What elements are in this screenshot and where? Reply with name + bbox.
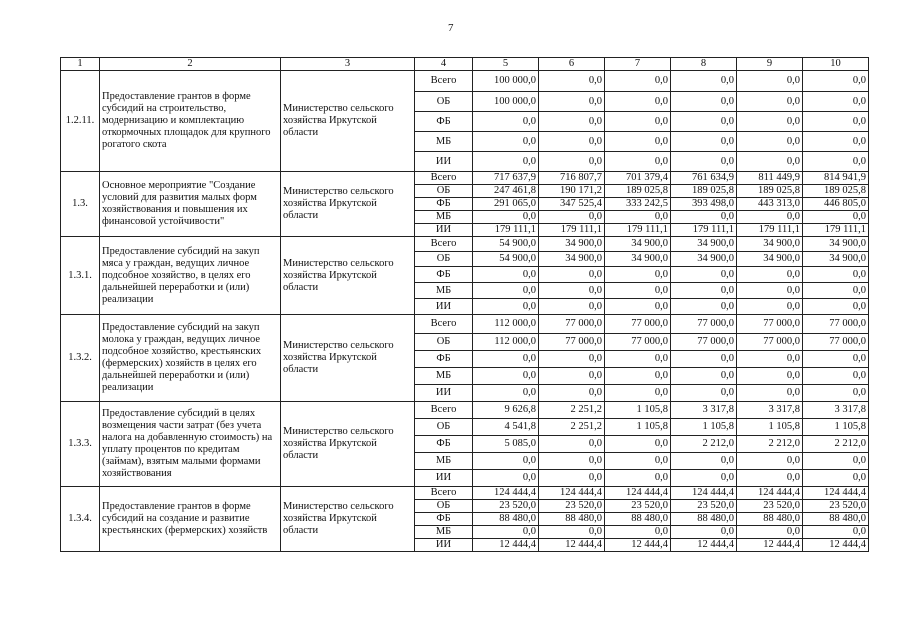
funding-source: ИИ (415, 152, 473, 172)
amount-cell: 189 025,8 (737, 185, 803, 198)
amount-cell: 0,0 (473, 470, 539, 487)
funding-source: МБ (415, 283, 473, 299)
row-description: Основное мероприятие "Создание условий для развития малых форм хозяйствования и повышения их финансовой устойчивости" (100, 172, 281, 237)
amount-cell: 189 025,8 (605, 185, 671, 198)
funding-source: МБ (415, 453, 473, 470)
amount-cell: 814 941,9 (803, 172, 869, 185)
amount-cell: 0,0 (605, 132, 671, 152)
amount-cell: 34 900,0 (803, 252, 869, 267)
amount-cell: 34 900,0 (605, 252, 671, 267)
amount-cell: 23 520,0 (605, 500, 671, 513)
row-description: Предоставление субсидий в целях возмещения части затрат (без учета налога на добавленную стоимость) на уплату процентов по кредитам (займам), взятым малыми формами хозяйствования (100, 402, 281, 487)
funding-source: ФБ (415, 513, 473, 526)
row-description: Предоставление субсидий на закуп мяса у граждан, ведущих личное подсобное хозяйство, в целях его дальнейшей переработки и (или) реализации (100, 237, 281, 315)
amount-cell: 0,0 (605, 267, 671, 283)
amount-cell: 12 444,4 (737, 539, 803, 552)
amount-cell: 124 444,4 (473, 487, 539, 500)
amount-cell: 0,0 (737, 453, 803, 470)
amount-cell: 0,0 (803, 283, 869, 299)
amount-cell: 9 626,8 (473, 402, 539, 419)
amount-cell: 0,0 (803, 299, 869, 315)
funding-source: ФБ (415, 198, 473, 211)
amount-cell: 34 900,0 (605, 237, 671, 252)
table-row (61, 71, 869, 92)
amount-cell: 179 111,1 (605, 224, 671, 237)
amount-cell: 2 212,0 (737, 436, 803, 453)
amount-cell: 0,0 (473, 283, 539, 299)
amount-cell: 0,0 (737, 92, 803, 112)
funding-source: ИИ (415, 385, 473, 402)
amount-cell: 0,0 (671, 71, 737, 92)
amount-cell: 333 242,5 (605, 198, 671, 211)
row-ministry: Министерство сельского хозяйства Иркутской области (281, 315, 415, 402)
amount-cell: 0,0 (671, 453, 737, 470)
amount-cell: 443 313,0 (737, 198, 803, 211)
amount-cell: 179 111,1 (671, 224, 737, 237)
amount-cell: 0,0 (737, 132, 803, 152)
amount-cell: 0,0 (671, 132, 737, 152)
funding-source: ИИ (415, 539, 473, 552)
amount-cell: 1 105,8 (605, 402, 671, 419)
table-row (61, 315, 869, 334)
amount-cell: 0,0 (539, 470, 605, 487)
table-row (61, 487, 869, 500)
funding-source: ФБ (415, 351, 473, 368)
amount-cell: 77 000,0 (539, 334, 605, 351)
amount-cell: 0,0 (539, 71, 605, 92)
row-code: 1.3.1. (61, 237, 100, 315)
amount-cell: 0,0 (473, 152, 539, 172)
amount-cell: 100 000,0 (473, 92, 539, 112)
amount-cell: 0,0 (803, 453, 869, 470)
amount-cell: 190 171,2 (539, 185, 605, 198)
amount-cell: 0,0 (539, 453, 605, 470)
row-description: Предоставление грантов в форме субсидий на строительство, модернизацию и комплектацию откормочных площадок для крупного рогатого скота (100, 71, 281, 172)
amount-cell: 0,0 (671, 283, 737, 299)
amount-cell: 34 900,0 (539, 252, 605, 267)
amount-cell: 0,0 (737, 112, 803, 132)
funding-source: ФБ (415, 112, 473, 132)
amount-cell: 34 900,0 (737, 252, 803, 267)
amount-cell: 0,0 (605, 92, 671, 112)
amount-cell: 0,0 (803, 152, 869, 172)
header-cell: 8 (671, 58, 737, 71)
amount-cell: 23 520,0 (671, 500, 737, 513)
amount-cell: 0,0 (539, 385, 605, 402)
row-ministry: Министерство сельского хозяйства Иркутской области (281, 402, 415, 487)
amount-cell: 100 000,0 (473, 71, 539, 92)
amount-cell: 0,0 (803, 351, 869, 368)
header-cell: 10 (803, 58, 869, 71)
amount-cell: 0,0 (473, 132, 539, 152)
amount-cell: 701 379,4 (605, 172, 671, 185)
funding-source: МБ (415, 526, 473, 539)
funding-source: Всего (415, 237, 473, 252)
amount-cell: 88 480,0 (539, 513, 605, 526)
amount-cell: 23 520,0 (803, 500, 869, 513)
amount-cell: 0,0 (605, 470, 671, 487)
header-cell: 3 (281, 58, 415, 71)
row-code: 1.3.4. (61, 487, 100, 552)
amount-cell: 0,0 (803, 92, 869, 112)
amount-cell: 0,0 (671, 152, 737, 172)
funding-source: ИИ (415, 299, 473, 315)
amount-cell: 34 900,0 (671, 237, 737, 252)
amount-cell: 0,0 (473, 351, 539, 368)
amount-cell: 77 000,0 (605, 315, 671, 334)
funding-source: ФБ (415, 436, 473, 453)
amount-cell: 77 000,0 (605, 334, 671, 351)
amount-cell: 23 520,0 (539, 500, 605, 513)
amount-cell: 0,0 (605, 283, 671, 299)
amount-cell: 0,0 (803, 112, 869, 132)
amount-cell: 0,0 (671, 470, 737, 487)
header-cell: 2 (100, 58, 281, 71)
amount-cell: 0,0 (803, 211, 869, 224)
funding-source: МБ (415, 368, 473, 385)
amount-cell: 179 111,1 (737, 224, 803, 237)
amount-cell: 0,0 (737, 470, 803, 487)
amount-cell: 0,0 (605, 436, 671, 453)
amount-cell: 2 212,0 (671, 436, 737, 453)
funding-source: ФБ (415, 267, 473, 283)
amount-cell: 446 805,0 (803, 198, 869, 211)
row-code: 1.3. (61, 172, 100, 237)
header-cell: 9 (737, 58, 803, 71)
amount-cell: 0,0 (539, 112, 605, 132)
amount-cell: 12 444,4 (539, 539, 605, 552)
amount-cell: 0,0 (737, 152, 803, 172)
amount-cell: 0,0 (539, 152, 605, 172)
amount-cell: 0,0 (671, 112, 737, 132)
amount-cell: 811 449,9 (737, 172, 803, 185)
amount-cell: 0,0 (803, 470, 869, 487)
amount-cell: 0,0 (737, 283, 803, 299)
amount-cell: 291 065,0 (473, 198, 539, 211)
amount-cell: 0,0 (737, 351, 803, 368)
row-ministry: Министерство сельского хозяйства Иркутской области (281, 172, 415, 237)
amount-cell: 0,0 (605, 385, 671, 402)
amount-cell: 77 000,0 (737, 334, 803, 351)
funding-source: ОБ (415, 185, 473, 198)
funding-source: МБ (415, 132, 473, 152)
amount-cell: 0,0 (737, 267, 803, 283)
row-description: Предоставление грантов в форме субсидий на создание и развитие крестьянских (фермерских) хозяйств (100, 487, 281, 552)
row-code: 1.3.2. (61, 315, 100, 402)
amount-cell: 0,0 (473, 368, 539, 385)
amount-cell: 34 900,0 (803, 237, 869, 252)
amount-cell: 0,0 (671, 351, 737, 368)
funding-source: ОБ (415, 500, 473, 513)
table-row (61, 237, 869, 252)
amount-cell: 0,0 (473, 267, 539, 283)
amount-cell: 54 900,0 (473, 252, 539, 267)
amount-cell: 0,0 (539, 132, 605, 152)
amount-cell: 0,0 (605, 211, 671, 224)
amount-cell: 0,0 (737, 211, 803, 224)
amount-cell: 0,0 (539, 368, 605, 385)
funding-source: ОБ (415, 252, 473, 267)
amount-cell: 124 444,4 (539, 487, 605, 500)
amount-cell: 88 480,0 (803, 513, 869, 526)
amount-cell: 0,0 (473, 112, 539, 132)
amount-cell: 77 000,0 (737, 315, 803, 334)
amount-cell: 189 025,8 (671, 185, 737, 198)
amount-cell: 34 900,0 (737, 237, 803, 252)
amount-cell: 0,0 (803, 132, 869, 152)
amount-cell: 124 444,4 (803, 487, 869, 500)
amount-cell: 1 105,8 (803, 419, 869, 436)
amount-cell: 0,0 (473, 526, 539, 539)
funding-source: ОБ (415, 419, 473, 436)
amount-cell: 0,0 (539, 267, 605, 283)
amount-cell: 3 317,8 (671, 402, 737, 419)
amount-cell: 179 111,1 (539, 224, 605, 237)
amount-cell: 0,0 (473, 385, 539, 402)
budget-table (60, 57, 869, 552)
amount-cell: 88 480,0 (671, 513, 737, 526)
amount-cell: 0,0 (539, 351, 605, 368)
amount-cell: 0,0 (473, 211, 539, 224)
funding-source: ИИ (415, 470, 473, 487)
amount-cell: 0,0 (539, 526, 605, 539)
header-row (61, 58, 869, 71)
amount-cell: 0,0 (803, 267, 869, 283)
funding-source: МБ (415, 211, 473, 224)
amount-cell: 0,0 (737, 71, 803, 92)
amount-cell: 189 025,8 (803, 185, 869, 198)
row-code: 1.3.3. (61, 402, 100, 487)
row-ministry: Министерство сельского хозяйства Иркутской области (281, 71, 415, 172)
amount-cell: 2 251,2 (539, 402, 605, 419)
amount-cell: 0,0 (539, 436, 605, 453)
funding-source: Всего (415, 172, 473, 185)
amount-cell: 393 498,0 (671, 198, 737, 211)
amount-cell: 4 541,8 (473, 419, 539, 436)
amount-cell: 112 000,0 (473, 315, 539, 334)
amount-cell: 0,0 (671, 211, 737, 224)
amount-cell: 247 461,8 (473, 185, 539, 198)
amount-cell: 12 444,4 (605, 539, 671, 552)
funding-source: ИИ (415, 224, 473, 237)
amount-cell: 0,0 (803, 526, 869, 539)
amount-cell: 2 212,0 (803, 436, 869, 453)
amount-cell: 0,0 (737, 526, 803, 539)
amount-cell: 0,0 (737, 385, 803, 402)
amount-cell: 761 634,9 (671, 172, 737, 185)
amount-cell: 0,0 (605, 71, 671, 92)
amount-cell: 0,0 (473, 453, 539, 470)
amount-cell: 0,0 (737, 368, 803, 385)
amount-cell: 1 105,8 (671, 419, 737, 436)
amount-cell: 124 444,4 (737, 487, 803, 500)
amount-cell: 124 444,4 (671, 487, 737, 500)
amount-cell: 1 105,8 (605, 419, 671, 436)
amount-cell: 0,0 (803, 385, 869, 402)
amount-cell: 77 000,0 (671, 315, 737, 334)
amount-cell: 0,0 (605, 152, 671, 172)
amount-cell: 88 480,0 (605, 513, 671, 526)
amount-cell: 347 525,4 (539, 198, 605, 211)
header-cell: 5 (473, 58, 539, 71)
amount-cell: 34 900,0 (671, 252, 737, 267)
amount-cell: 717 637,9 (473, 172, 539, 185)
amount-cell: 0,0 (671, 92, 737, 112)
amount-cell: 12 444,4 (803, 539, 869, 552)
header-cell: 6 (539, 58, 605, 71)
amount-cell: 23 520,0 (473, 500, 539, 513)
amount-cell: 0,0 (539, 211, 605, 224)
amount-cell: 0,0 (539, 299, 605, 315)
amount-cell: 0,0 (605, 453, 671, 470)
table-row (61, 172, 869, 185)
row-description: Предоставление субсидий на закуп молока у граждан, ведущих личное подсобное хозяйство, крестьянских (фермерских) хозяйств в целях его дальнейшей переработки и (или) реализации (100, 315, 281, 402)
amount-cell: 0,0 (605, 526, 671, 539)
amount-cell: 54 900,0 (473, 237, 539, 252)
amount-cell: 112 000,0 (473, 334, 539, 351)
amount-cell: 23 520,0 (737, 500, 803, 513)
amount-cell: 0,0 (803, 368, 869, 385)
amount-cell: 77 000,0 (539, 315, 605, 334)
amount-cell: 0,0 (671, 526, 737, 539)
header-cell: 7 (605, 58, 671, 71)
amount-cell: 0,0 (671, 368, 737, 385)
funding-source: Всего (415, 402, 473, 419)
amount-cell: 0,0 (605, 299, 671, 315)
amount-cell: 0,0 (539, 92, 605, 112)
amount-cell: 0,0 (539, 283, 605, 299)
amount-cell: 0,0 (671, 267, 737, 283)
amount-cell: 2 251,2 (539, 419, 605, 436)
amount-cell: 77 000,0 (803, 315, 869, 334)
amount-cell: 88 480,0 (737, 513, 803, 526)
funding-source: Всего (415, 487, 473, 500)
amount-cell: 0,0 (803, 71, 869, 92)
funding-source: ОБ (415, 334, 473, 351)
funding-source: ОБ (415, 92, 473, 112)
amount-cell: 0,0 (605, 351, 671, 368)
amount-cell: 88 480,0 (473, 513, 539, 526)
amount-cell: 124 444,4 (605, 487, 671, 500)
amount-cell: 5 085,0 (473, 436, 539, 453)
amount-cell: 0,0 (605, 368, 671, 385)
amount-cell: 179 111,1 (803, 224, 869, 237)
amount-cell: 716 807,7 (539, 172, 605, 185)
amount-cell: 0,0 (671, 385, 737, 402)
amount-cell: 0,0 (605, 112, 671, 132)
row-ministry: Министерство сельского хозяйства Иркутской области (281, 487, 415, 552)
amount-cell: 77 000,0 (671, 334, 737, 351)
funding-source: Всего (415, 71, 473, 92)
amount-cell: 12 444,4 (473, 539, 539, 552)
page-number: 7 (448, 22, 454, 34)
amount-cell: 0,0 (671, 299, 737, 315)
amount-cell: 12 444,4 (671, 539, 737, 552)
amount-cell: 3 317,8 (803, 402, 869, 419)
header-cell: 4 (415, 58, 473, 71)
amount-cell: 3 317,8 (737, 402, 803, 419)
amount-cell: 34 900,0 (539, 237, 605, 252)
amount-cell: 0,0 (473, 299, 539, 315)
amount-cell: 179 111,1 (473, 224, 539, 237)
amount-cell: 77 000,0 (803, 334, 869, 351)
amount-cell: 0,0 (737, 299, 803, 315)
amount-cell: 1 105,8 (737, 419, 803, 436)
header-cell: 1 (61, 58, 100, 71)
funding-source: Всего (415, 315, 473, 334)
table-row (61, 402, 869, 419)
row-code: 1.2.11. (61, 71, 100, 172)
row-ministry: Министерство сельского хозяйства Иркутской области (281, 237, 415, 315)
